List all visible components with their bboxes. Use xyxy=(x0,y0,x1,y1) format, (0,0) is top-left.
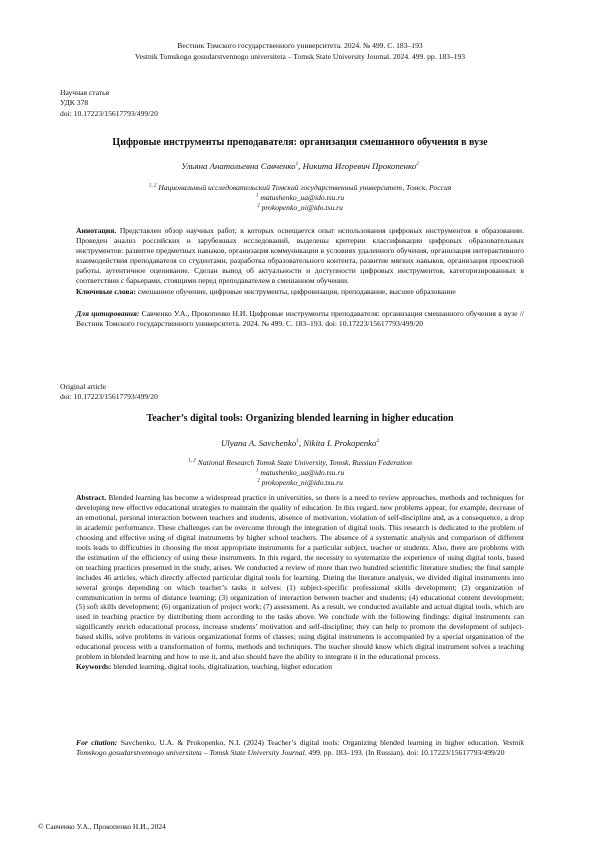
en-title: Teacher’s digital tools: Organizing blended learning in higher education xyxy=(146,413,454,424)
en-abstract-text: Blended learning has become a widespread practice in universities, so there is a need to review approaches, methods and techniques for developing new effective educational strategies to maintain the quality of education. In this regard, new problems appear, for example, decrease of an emotional, personal interaction between teachers and students, absence of motivation, violation of self-discipline and, as a consequence, a drop in academic performance. These challenges can be overcome through the integration of digital tools. This research is dedicated to the problem of choosing and effective using of digital instruments by higher school teachers. The absence of a systematic analysis and comparison of different tools leads to difficulties in choosing the most appropriate instruments for a particular subject, teacher or students. Also, there are problems with the estimation of the efficiency of using these instruments. In this regard, the necessity to systematize the experience of using digital tools, based on teaching practices presented in the study, arises. We conducted a review of more than two hundred scientific literature studies; the final sample includes 46 articles, which directly affected particular digital tools for learning. During the literature analysis, we divided digital instruments into several groups depending on which teacher’s tasks it solves: (1) subject-specific professional skills development; (2) organization of communication in terms of distance learning; (3) organization of interaction between teacher and students; (4) educational content development; (5) soft skills development; (6) organization of project work; (7) assessment. As a result, we conducted available and actual digital tools, which are used in teaching practice by distributing them according to the tasks above. We conclude with the following findings: digital instruments can significantly enrich educational process, increase students’ motivation and self-discipline; they can help to promote the development of subject-based skills, solve problems in various organizational forms of classes; using digital instruments is accompanied by a special organization of the educational process with a transformation of forms, methods and techniques. The teacher should know which digital instrument solves a teaching problem in blended learning and how to use it, and also should have the ability to integrate it in the educational process. xyxy=(76,493,524,662)
journal-header xyxy=(60,40,540,62)
en-author-2-sup: 2 xyxy=(376,438,380,445)
ru-udc: УДК 378 xyxy=(60,98,89,108)
en-citation-label: For citation: xyxy=(76,738,118,747)
en-keywords-label: Keywords: xyxy=(76,662,112,672)
journal-header-en: Vestnik Tomskogo gosudarstvennogo universiteta – Tomsk State University Journal. 2024. 499. pp. 183–193 xyxy=(134,52,466,61)
ru-authors xyxy=(40,161,560,171)
ru-email-2-text: prokopenko_ni@ido.tsu.ru xyxy=(261,203,343,213)
en-citation-plain: Savchenko, U.A. & Prokopenko, N.I. (2024) Teacher’s digital tools: Organizing blended learning in higher education. xyxy=(120,738,500,747)
ru-citation-label: Для цитирования: xyxy=(76,309,140,318)
ru-affiliation-sup: 1, 2 xyxy=(148,182,157,189)
ru-abstract-label: Аннотация. xyxy=(76,226,117,235)
ru-affiliation xyxy=(60,183,540,193)
ru-author-separator: , xyxy=(298,161,303,171)
en-email-2-text: prokopenko_ni@ido.tsu.ru xyxy=(261,478,343,488)
ru-email-1-sup: 1 xyxy=(255,192,259,199)
en-doi: doi: 10.17223/15617793/499/20 xyxy=(60,392,158,402)
ru-abstract-block xyxy=(76,226,524,297)
ru-affiliation-text: Национальный исследовательский Томский государственный университет, Томск, Россия xyxy=(158,183,452,192)
ru-keywords-text: смешанное обучение, цифровые инструменты, цифровизация, преподавание, высшее образование xyxy=(137,286,456,296)
en-email-2-sup: 2 xyxy=(257,477,260,484)
ru-author-2: Никита Игоревич Прокопенко xyxy=(302,161,417,171)
ru-author-1: Ульяна Анатольевна Савченко xyxy=(181,161,296,171)
ru-title: Цифровые инструменты преподавателя: организация смешанного обучения в вузе xyxy=(112,137,488,148)
ru-keywords xyxy=(76,287,524,297)
ru-email-1-text: matushenko_ua@ido.tsu.ru xyxy=(260,193,345,203)
ru-email-2 xyxy=(60,203,540,213)
journal-header-ru: Вестник Томского государственного университета. 2024. № 499. С. 183–193 xyxy=(177,41,423,50)
ru-doi: doi: 10.17223/15617793/499/20 xyxy=(60,108,158,118)
en-affiliation xyxy=(60,458,540,468)
en-email-1-text: matushenko_ua@ido.tsu.ru xyxy=(260,468,345,478)
en-keywords xyxy=(76,662,524,672)
en-citation xyxy=(76,738,524,758)
ru-citation-text: Савченко У.А., Прокопенко Н.И. Цифровые инструменты преподавателя: организация смешанного обучения в вузе // Вестник Томского государственного университета. 2024. № 499. С. 183–193. doi: 10.17223/15617793/499/20 xyxy=(76,309,524,329)
en-keywords-text: blended learning, digital tools, digitalization, teaching, higher education xyxy=(113,662,333,672)
ru-article-meta xyxy=(60,88,158,119)
en-abstract-label: Abstract. xyxy=(76,493,107,502)
en-author-1-sup: 1 xyxy=(296,438,299,445)
en-affiliation-sup: 1, 2 xyxy=(188,457,196,464)
ru-email-2-sup: 2 xyxy=(257,202,260,209)
en-author-1: Ulyana A. Savchenko xyxy=(220,438,297,448)
ru-author-1-sup: 1 xyxy=(295,161,299,168)
ru-keywords-label: Ключевые слова: xyxy=(76,286,136,296)
en-affiliations xyxy=(60,458,540,489)
en-email-1-sup: 1 xyxy=(255,467,259,474)
en-email-1 xyxy=(60,468,540,478)
en-affiliation-text: National Research Tomsk State University, Tomsk, Russian Federation xyxy=(197,458,412,467)
ru-email-1 xyxy=(60,193,540,203)
copyright: © Савченко У.А., Прокопенко Н.И., 2024 xyxy=(38,822,166,831)
en-article-type: Original article xyxy=(60,382,107,391)
ru-author-2-sup: 2 xyxy=(416,161,419,168)
en-abstract-block xyxy=(76,493,524,672)
ru-abstract-text: Представлен обзор научных работ, в которых освещается опыт использования цифровых инструментов в образовании. Проведен анализ российских и зарубежных исследований, выделены критерии классификации цифровых образовательных инструментов: развитие предметных навыков, организация коммуникации в условиях удаленного обучения, организация интерактивного взаимодействия преподавателя со студентами, разработка образовательного контента, развитие мягких навыков, организация проектной работы, аутентичное оценивание. Сделан вывод об актуальности и доступности цифровых инструментов, категоризированных в соответствии с барьерами, стоящими перед преподавателем в смешанном обучении. xyxy=(76,226,524,286)
ru-article-type: Научная статья xyxy=(60,88,110,97)
ru-citation xyxy=(76,309,524,329)
en-article-meta xyxy=(60,382,158,403)
ru-abstract xyxy=(76,226,524,287)
ru-affiliations xyxy=(60,183,540,214)
en-authors xyxy=(40,438,560,448)
en-abstract xyxy=(76,493,524,662)
en-author-2: Nikita I. Prokopenko xyxy=(303,438,377,448)
en-author-separator: , xyxy=(298,438,304,448)
en-citation-tail: 499. pp. 183–193. (In Russian). doi: 10.17223/15617793/499/20 xyxy=(308,748,505,758)
en-email-2 xyxy=(60,478,540,488)
en-citation-journal: Vestnik Tomskogo gosudarstvennogo universiteta – Tomsk State University Journal. xyxy=(76,738,525,758)
